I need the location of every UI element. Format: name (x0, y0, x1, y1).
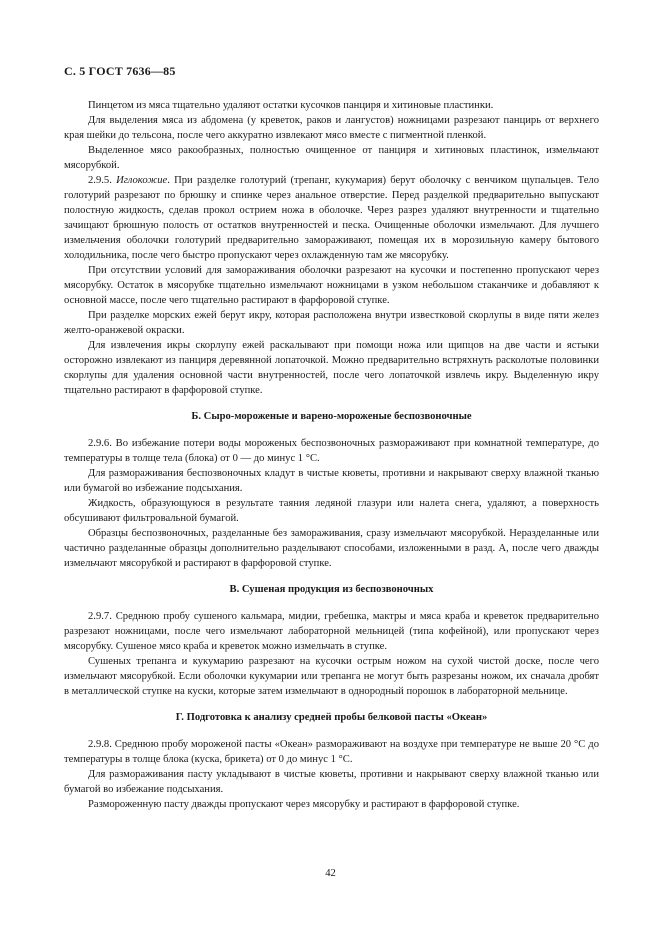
clause-term: Иглокожие (116, 175, 168, 186)
section-heading-v: В. Сушеная продукция из беспозвоночных (229, 584, 434, 595)
paragraph: Пинцетом из мяса тщательно удаляют остатки кусочков панциря и хитиновые пластинки. (88, 100, 494, 111)
page-number: 42 (325, 868, 336, 879)
paragraph: 2.9.8. Среднюю пробу мороженой пасты «Океан» размораживают на воздухе при температуре не выше 20 °С до температуры в толще блока (куска, брикета) от 0 до минус 1 °С. (64, 739, 599, 765)
paragraph: Размороженную пасту дважды пропускают через мясорубку и растирают в фарфоровой ступке. (88, 799, 520, 810)
paragraph: При разделке морских ежей берут икру, которая расположена внутри известковой скорлупы в виде пяти желез желто-оранжевой окраски. (64, 310, 599, 336)
clause-text: . При разделке голотурий (трепанг, кукумария) берут оболочку с венчиком щупальцев. Тело голотурий разрезают по брюшку и спинке через анальное отверстие. Перед разделкой предварительно выпускают полостную жидкость, сделав прокол острием ножа в оболочке. Через разрез удаляют внутренности и тщательно зачищают брюшную полость от остатков внутренностей и песка. Очищенные оболочки измельчают. Для лучшего измельчения оболочки голотурий предварительно замораживают, помещая их в морозильную камеру бытового холодильника, после чего быстро пропускают через охлажденную там же мясорубку. (64, 175, 599, 261)
paragraph: Для извлечения икры скорлупу ежей раскалывают при помощи ножа или щипцов на две части и ястыки осторожно извлекают из панциря деревянной лопаточкой. Можно предварительно встряхнуть расколотые половинки скорлупы для удаления основной части внутренностей, после чего лопаточкой извлечь икру. Выделенную икру тщательно растирают в фарфоровой ступке. (64, 340, 599, 396)
paragraph: Сушеных трепанга и кукумарию разрезают на кусочки острым ножом на сухой чистой доске, после чего измельчают мясорубкой. Если оболочки кукумарии или трепанга не могут быть разрезаны ножом, их сначала дробят в металлической ступке на куски, которые затем измельчают в однородный порошок в лабораторной мельнице. (64, 656, 599, 697)
paragraph: Для размораживания беспозвоночных кладут в чистые кюветы, противни и накрывают сверху влажной тканью или бумагой во избежание подсыхания. (64, 468, 599, 494)
paragraph: 2.9.7. Среднюю пробу сушеного кальмара, мидии, гребешка, мактры и мяса краба и креветок предварительно разрезают ножницами, после чего измельчают лабораторной мельницей (типа кофейной), или пропускают через мясорубку. Сушеное мясо краба и креветок можно измельчать в ступке. (64, 611, 599, 652)
paragraph: Для размораживания пасту укладывают в чистые кюветы, противни и накрывают сверху влажной тканью или бумагой во избежание подсыхания. (64, 769, 599, 795)
paragraph: 2.9.6. Во избежание потери воды мороженых беспозвоночных размораживают при комнатной температуре, до температуры в толще тела (блока) от 0 — до минус 1 °С. (64, 438, 599, 464)
section-heading-b: Б. Сыро-мороженые и варено-мороженые беспозвоночные (191, 411, 472, 422)
paragraph: Для выделения мяса из абдомена (у креветок, раков и лангустов) ножницами разрезают панцирь от верхнего края шейки до тельсона, после чего аккуратно извлекают мясо вместе с пигментной пленкой. (64, 115, 599, 141)
paragraph: Образцы беспозвоночных, разделанные без замораживания, сразу измельчают мясорубкой. Неразделанные или частично разделанные образцы дополнительно разделывают способами, изложенными в разд. А, после чего дважды измельчают мясорубкой и растирают в фарфоровой ступке. (64, 528, 599, 569)
paragraph-section-2-9-5 (64, 173, 599, 263)
clause-number: 2.9.5. (88, 175, 112, 186)
page-header: С. 5 ГОСТ 7636—85 (64, 64, 176, 78)
paragraph: При отсутствии условий для замораживания оболочки разрезают на кусочки и постепенно пропускают через мясорубку. Остаток в мясорубке тщательно измельчают ножницами в узком небольшом стаканчике и добавляют к основной массе, после чего тщательно растирают в фарфоровой ступке. (64, 265, 599, 306)
paragraph: Жидкость, образующуюся в результате таяния ледяной глазури или налета снега, удаляют, а поверхность обсушивают фильтровальной бумагой. (64, 498, 599, 524)
paragraph: Выделенное мясо ракообразных, полностью очищенное от панциря и хитиновых пластинок, измельчают мясорубкой. (64, 145, 599, 171)
section-heading-g: Г. Подготовка к анализу средней пробы белковой пасты «Океан» (175, 712, 488, 723)
document-body (64, 98, 599, 812)
